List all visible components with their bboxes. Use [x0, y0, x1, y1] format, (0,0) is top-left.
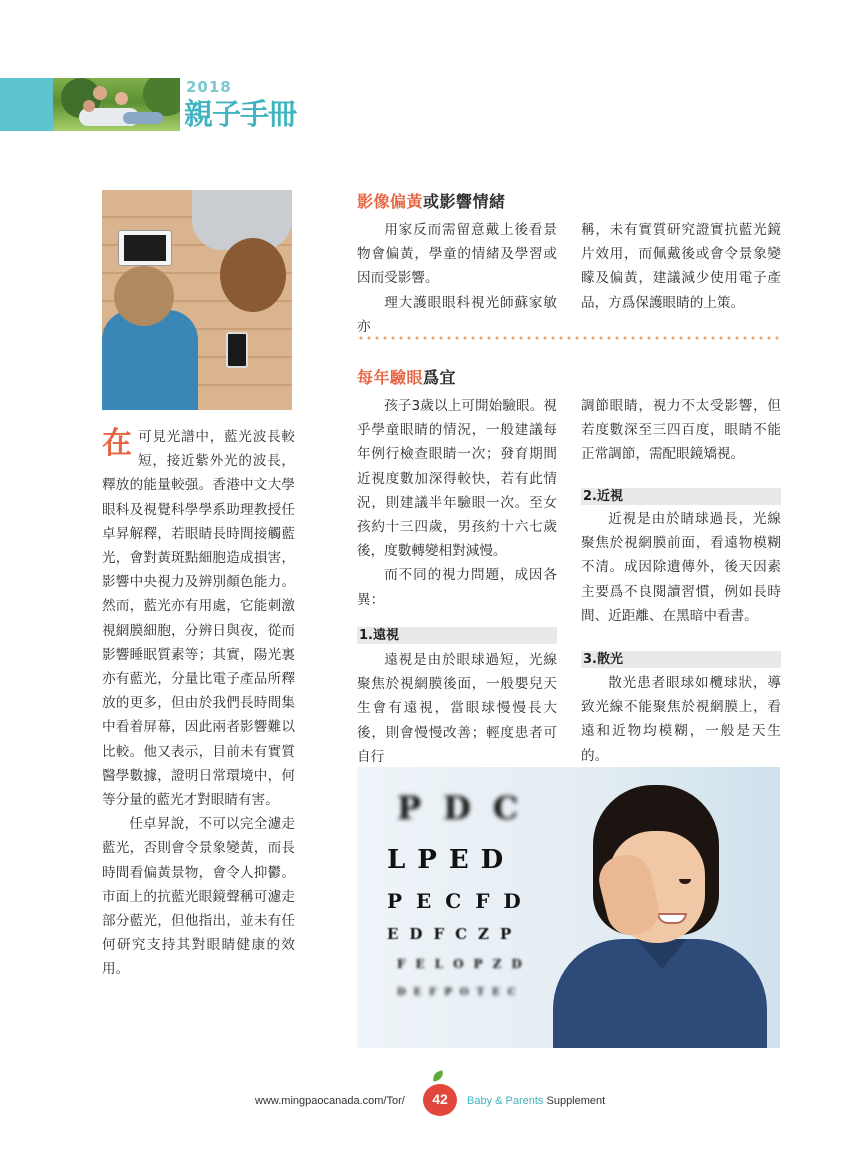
section-title-image-yellowing: 影像偏黃或影響情緒 [357, 192, 506, 211]
dotted-divider [357, 336, 781, 340]
subheading-hyperopia: 1.遠視 [357, 627, 557, 644]
astigmatism-paragraph: 散光患者眼球如欖球狀，導致光線不能聚焦於視網膜上，看遠和近物均模糊，一般是天生的。 [581, 675, 781, 764]
header-color-band [0, 78, 53, 131]
myopia-text-column [581, 507, 781, 628]
hyperopia-text-column [357, 648, 557, 769]
header-title-logo: 親子手冊 [184, 97, 297, 131]
eye-chart-line-3: PECFD [387, 889, 535, 913]
section2-column-right [581, 394, 781, 467]
left-article-column [102, 425, 295, 982]
eye-chart-line-2: LPED [387, 845, 516, 875]
eye-chart-line-5: FELOPZD [397, 957, 532, 971]
section2-paragraph-2: 而不同的視力問題，成因各異： [357, 567, 557, 608]
myopia-paragraph: 近視是由於睛球過長，光線聚焦於視網膜前面，看遠物模糊不清。成因除遺傳外，後天因素主要爲不良閱讀習慣，例如長時間、近距離、在黑暗中看書。 [581, 511, 781, 624]
section2-paragraph-1: 孩子3歲以上可開始驗眼。視乎學童眼睛的情況，一般建議每年例行檢查眼睛一次；發育期間近視度數加深得較快，若有此情況，則建議半年驗眼一次。至女孩約十三四歲，男孩約十六七歲後，度數轉變相對減慢。 [357, 398, 557, 560]
child-eye-chart-photo [357, 767, 780, 1048]
children-with-devices-photo [102, 190, 292, 410]
section1-column-left [357, 218, 557, 339]
intro-text: 可見光譜中，藍光波長較短，接近紫外光的波長，釋放的能量較强。香港中文大學眼科及視覺科學學系助理教授任卓昇解釋，若眼睛長時間接觸藍光，會對黃斑點細胞造成損害，影響中央視力及辨別顏色能力。然而，藍光亦有用處，它能刺激視網膜細胞，分辨日與夜，從而影響睡眠質素等；其實，陽光裏亦有藍光，分量比電子產品所釋放的更多，但由於我們長時間集中看着屏幕，因此兩者影響難以比較。他又表示，目前未有實質醫學數據，證明日常環境中，何等分量的藍光才對眼睛有害。 [102, 429, 295, 809]
drop-cap: 在 [102, 426, 132, 461]
header-year: 2018 [186, 78, 232, 96]
section-title-annual-eye-test: 每年驗眼爲宜 [357, 368, 457, 387]
intro-paragraph [102, 425, 295, 812]
eye-chart-line-4: EDFCZP [387, 925, 523, 943]
footer-supplement-name: Baby & Parents Supplement [467, 1095, 606, 1107]
section1-paragraph-3: 稱，未有實質研究證實抗藍光鏡片效用，而佩戴後或會令景象變矇及偏黃，建議減少使用電子產品，方爲保護眼睛的上策。 [581, 222, 781, 311]
header-family-photo [53, 78, 180, 131]
paragraph-2: 任卓昇說，不可以完全濾走藍光，否則會令景象變黃，而長時間看偏黃景物，會令人抑鬱。市面上的抗藍光眼鏡聲稱可濾走部分藍光，但他指出，並未有任何研究支持其對眼睛健康的效用。 [102, 816, 295, 978]
subheading-myopia: 2.近視 [581, 488, 781, 505]
page-number: 42 [432, 1091, 448, 1107]
footer-url-link[interactable]: www.mingpaocanada.com/Tor/ [255, 1095, 405, 1107]
eye-chart-line-6: DEFPOTEC [397, 987, 524, 998]
subheading-astigmatism: 3.散光 [581, 651, 781, 668]
eye-chart-line-1: PDC [397, 789, 541, 827]
apple-leaf-icon [431, 1070, 445, 1082]
section1-paragraph-1: 用家反而需留意戴上後看景物會偏黃，學童的情緒及學習或因而受影響。 [357, 222, 557, 287]
section1-paragraph-2: 理大護眼眼科視光師蘇家敏亦 [357, 294, 557, 335]
astigmatism-text-column [581, 671, 781, 768]
section2-column-left [357, 394, 557, 612]
hyperopia-continued: 調節眼睛，視力不太受影響，但若度數深至三四百度，眼睛不能正常調節，需配眼鏡矯視。 [581, 398, 781, 463]
section1-column-right [581, 218, 781, 315]
hyperopia-paragraph: 遠視是由於眼球過短，光線聚焦於視網膜後面，一般嬰兒天生會有遠視，當眼球慢慢長大後，則會慢慢改善；輕度患者可自行 [357, 652, 557, 765]
